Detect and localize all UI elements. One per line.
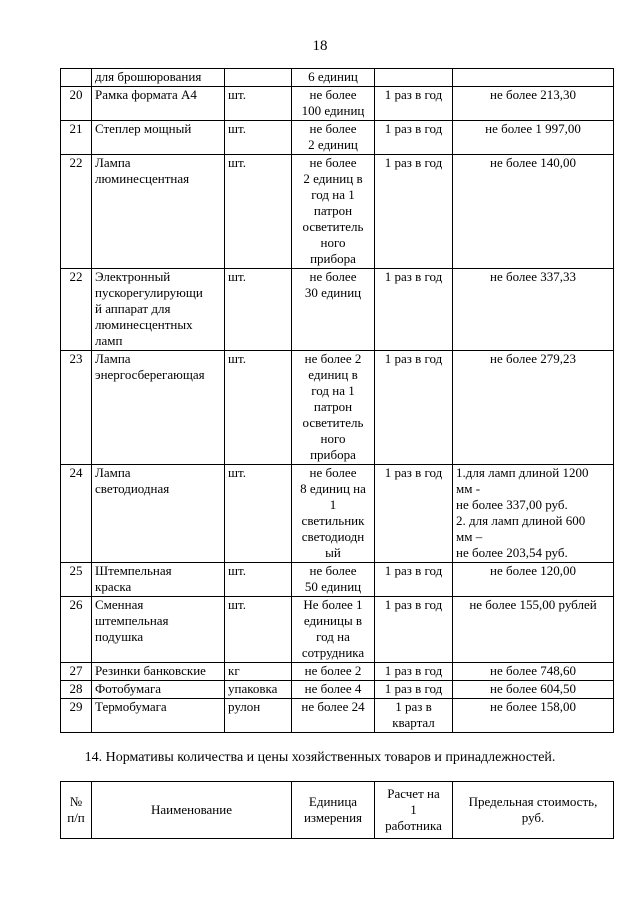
row-price: не более 1 997,00 [453,121,614,155]
row-unit: шт. [225,87,292,121]
table-row [61,87,614,121]
row-norm: не более 4 [292,681,375,699]
header-calc: Расчет на 1 работника [375,782,453,839]
row-price: не более 120,00 [453,563,614,597]
row-name: Фотобумага [92,681,225,699]
row-norm: не более 2 [292,663,375,681]
row-norm: не более 30 единиц [292,269,375,351]
row-norm: не более 24 [292,699,375,733]
header-name: Наименование [92,782,292,839]
section-title: 14. Нормативы количества и цены хозяйственных товаров и принадлежностей. [84,750,556,765]
row-norm: не более 50 единиц [292,563,375,597]
table-row [61,155,614,269]
row-number: 29 [61,699,92,733]
row-unit: шт. [225,563,292,597]
row-price: не более 279,23 [453,351,614,465]
row-price [453,69,614,87]
row-frequency: 1 раз в год [375,87,453,121]
row-price: не более 604,50 [453,681,614,699]
row-norm: Не более 1 единицы в год на сотрудника [292,597,375,663]
row-name: Термобумага [92,699,225,733]
norms-table [60,68,614,733]
row-frequency: 1 раз в год [375,465,453,563]
row-unit: шт. [225,351,292,465]
row-frequency: 1 раз в год [375,269,453,351]
row-norm: не более 2 единиц в год на 1 патрон осветитель ного прибора [292,155,375,269]
row-name: Лампа энергосберегающая [92,351,225,465]
row-norm: не более 2 единиц в год на 1 патрон осветитель ного прибора [292,351,375,465]
row-unit: рулон [225,699,292,733]
table-row [61,465,614,563]
row-unit: кг [225,663,292,681]
row-price: не более 158,00 [453,699,614,733]
table-row [61,69,614,87]
row-name: Рамка формата А4 [92,87,225,121]
row-price: не более 213,30 [453,87,614,121]
page-number: 18 [312,38,328,54]
row-number: 24 [61,465,92,563]
row-number: 23 [61,351,92,465]
header-price: Предельная стоимость, руб. [453,782,614,839]
header-unit: Единица измерения [292,782,375,839]
row-number: 20 [61,87,92,121]
row-number: 27 [61,663,92,681]
row-price: не более 337,33 [453,269,614,351]
row-frequency: 1 раз в год [375,351,453,465]
row-name: Электронный пускорегулирующи й аппарат для люминесцентных ламп [92,269,225,351]
row-frequency: 1 раз в год [375,155,453,269]
row-name: Штемпельная краска [92,563,225,597]
row-name: Резинки банковские [92,663,225,681]
row-name: Лампа светодиодная [92,465,225,563]
row-name: для брошюрования [92,69,225,87]
row-price: 1.для ламп длиной 1200 мм - не более 337,00 руб. 2. для ламп длиной 600 мм – не более 203,54 руб. [453,465,614,563]
row-frequency: 1 раз в год [375,563,453,597]
row-unit: шт. [225,597,292,663]
row-number: 22 [61,155,92,269]
household-goods-table [60,781,614,839]
row-name: Лампа люминесцентная [92,155,225,269]
row-number: 21 [61,121,92,155]
table-row [61,681,614,699]
row-frequency: 1 раз в год [375,681,453,699]
row-norm: не более 8 единиц на 1 светильник светодиодн ый [292,465,375,563]
row-number: 25 [61,563,92,597]
row-frequency: 1 раз в год [375,663,453,681]
row-price: не более 748,60 [453,663,614,681]
table-row [61,563,614,597]
table-row [61,121,614,155]
row-unit: упаковка [225,681,292,699]
table-row [61,699,614,733]
row-price: не более 140,00 [453,155,614,269]
row-price: не более 155,00 рублей [453,597,614,663]
row-number [61,69,92,87]
row-norm: 6 единиц [292,69,375,87]
row-unit: шт. [225,155,292,269]
row-number: 26 [61,597,92,663]
row-unit [225,69,292,87]
table-header-row [61,782,614,839]
row-frequency: 1 раз в год [375,121,453,155]
row-frequency [375,69,453,87]
table-row [61,663,614,681]
row-frequency: 1 раз в квартал [375,699,453,733]
row-name: Сменная штемпельная подушка [92,597,225,663]
row-unit: шт. [225,269,292,351]
row-norm: не более 100 единиц [292,87,375,121]
table-row [61,269,614,351]
row-number: 22 [61,269,92,351]
header-num: № п/п [61,782,92,839]
row-unit: шт. [225,121,292,155]
table-row [61,351,614,465]
row-frequency: 1 раз в год [375,597,453,663]
row-unit: шт. [225,465,292,563]
row-number: 28 [61,681,92,699]
row-norm: не более 2 единиц [292,121,375,155]
table-row [61,597,614,663]
row-name: Степлер мощный [92,121,225,155]
